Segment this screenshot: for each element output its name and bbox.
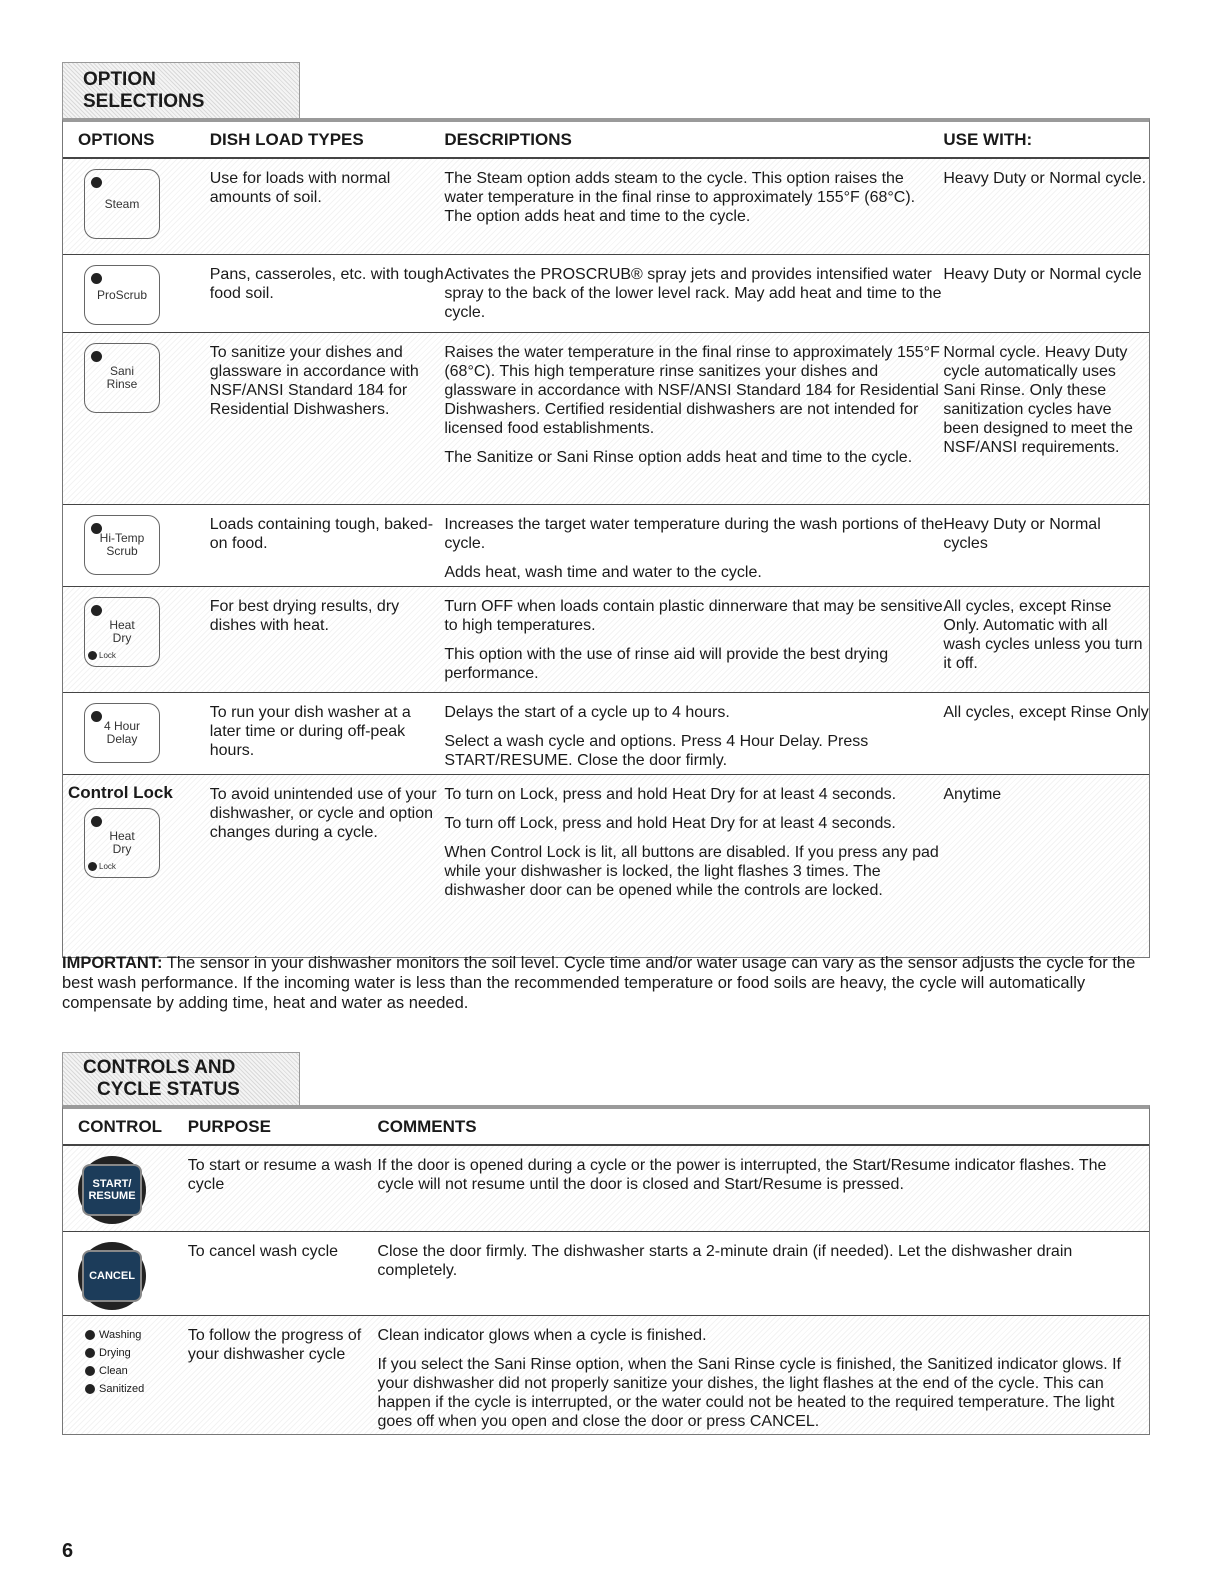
control-lock-title: Control Lock (68, 783, 173, 802)
comments-text: If the door is opened during a cycle or the power is interrupted, the Start/Resume indicator flashes. The cycle will not resume until the door is closed and Start/Resume is pressed. (377, 1157, 1107, 1193)
controls-tab: CONTROLS AND CYCLE STATUS (62, 1052, 300, 1105)
use-with-text: Heavy Duty or Normal cycle (943, 266, 1142, 283)
description-text: Activates the PROSCRUB® spray jets and provides intensified water spray to the back of the lower level rack. May add heat and time to the cycle. (444, 266, 942, 321)
sani-rinse-button-icon: Sani Rinse (84, 343, 160, 413)
cancel-button-icon: CANCEL (78, 1242, 146, 1310)
start-resume-button-icon: START/ RESUME (78, 1156, 146, 1224)
use-with-text: Anytime (943, 786, 1002, 803)
description-text: To turn on Lock, press and hold Heat Dry for at least 4 seconds. To turn off Lock, press and hold Heat Dry for at least 4 seconds. When Control Lock is lit, all buttons are disabled. If you press any pad while your dishwasher is locked, the light flashes 3 times. The dishwasher door can be opened while the controls are locked. (444, 786, 939, 899)
options-table-header (63, 122, 1149, 159)
drying-light-icon (85, 1348, 95, 1358)
clean-light-icon (85, 1366, 95, 1376)
heat-dry-button-icon: Heat Dry Lock (84, 597, 160, 667)
use-with-text: Heavy Duty or Normal cycle. (943, 170, 1147, 187)
lock-indicator-dot-icon (88, 862, 97, 871)
heat-dry-lock-button-icon: Heat Dry Lock (84, 808, 160, 878)
page-number: 6 (62, 1540, 74, 1562)
option-selections-section (62, 62, 1150, 958)
important-note (62, 953, 1152, 1013)
status-lights: Washing Drying Clean Sanitized (85, 1326, 188, 1398)
steam-button-icon: Steam (84, 169, 160, 239)
option-row-control-lock (63, 775, 1149, 957)
header-dish-load-types: DISH LOAD TYPES (209, 130, 364, 149)
purpose-text: To follow the progress of your dishwasher cycle (187, 1327, 362, 1363)
description-text: Increases the target water temperature during the wash portions of the cycle. Adds heat, wash time and water to the cycle. (444, 516, 944, 581)
indicator-dot-icon (91, 177, 102, 188)
purpose-text: To cancel wash cycle (187, 1243, 339, 1260)
dish-load-text: To avoid unintended use of your dishwasher, or cycle and option changes during a cycle. (209, 786, 437, 841)
dish-load-text: Pans, casseroles, etc. with tough food soil. (209, 266, 444, 302)
use-with-text: All cycles, except Rinse Only. Automatic with all wash cycles unless you turn it off. (943, 598, 1143, 672)
option-selections-tab: OPTION SELECTIONS (62, 62, 300, 118)
important-text: The sensor in your dishwasher monitors the soil level. Cycle time and/or water usage can vary as the sensor adjusts the cycle for the best wash performance. If the incoming water is less than the recommended temperature or food soils are heavy, the cycle will automatically compensate by adding time, heat and water as needed. (62, 954, 1136, 1012)
description-text: The Steam option adds steam to the cycle. This option raises the water temperature in the final rinse to approximately 155°F (68°C). The option adds heat and time to the cycle. (444, 170, 916, 225)
option-row-hi-temp-scrub (63, 505, 1149, 587)
dish-load-text: To sanitize your dishes and glassware in accordance with NSF/ANSI Standard 184 for Residential Dishwashers. (209, 344, 419, 418)
option-row-proscrub (63, 255, 1149, 333)
dish-load-text: Use for loads with normal amounts of soil. (209, 170, 391, 206)
header-use-with: USE WITH: (943, 130, 1033, 149)
use-with-text: All cycles, except Rinse Only (943, 704, 1149, 721)
dish-load-text: To run your dish washer at a later time or during off-peak hours. (209, 704, 411, 759)
hi-temp-scrub-button-icon: Hi-Temp Scrub (84, 515, 160, 575)
option-row-heat-dry (63, 587, 1149, 693)
proscrub-button-icon: ProScrub (84, 265, 160, 325)
sanitized-light-icon (85, 1384, 95, 1394)
lock-indicator-dot-icon (88, 651, 97, 660)
control-row-status (63, 1316, 1149, 1434)
purpose-text: To start or resume a wash cycle (187, 1157, 372, 1193)
dish-load-text: For best drying results, dry dishes with heat. (209, 598, 400, 634)
controls-section (62, 1052, 1150, 1435)
options-table (62, 118, 1150, 958)
4-hour-delay-button-icon: 4 Hour Delay (84, 703, 160, 763)
option-row-sani-rinse (63, 333, 1149, 505)
use-with-text: Normal cycle. Heavy Duty cycle automatically uses Sani Rinse. Only these sanitization cycles have been designed to meet the NSF/ANSI requirements. (943, 344, 1133, 456)
header-purpose: PURPOSE (187, 1117, 271, 1136)
important-label: IMPORTANT: (62, 954, 163, 972)
description-text: Delays the start of a cycle up to 4 hours. Select a wash cycle and options. Press 4 Hour Delay. Press START/RESUME. Close the door firmly. (444, 704, 869, 769)
controls-table-header (63, 1109, 1149, 1146)
comments-text: Close the door firmly. The dishwasher starts a 2-minute drain (if needed). Let the dishwasher drain completely. (377, 1243, 1073, 1279)
description-text: Turn OFF when loads contain plastic dinnerware that may be sensitive to high temperatures. This option with the use of rinse aid will provide the best drying performance. (444, 598, 943, 682)
header-control: CONTROL (78, 1117, 163, 1136)
controls-table (62, 1105, 1150, 1435)
control-row-cancel (63, 1232, 1149, 1316)
indicator-dot-icon (91, 816, 102, 827)
indicator-dot-icon (91, 351, 102, 362)
header-descriptions: DESCRIPTIONS (444, 130, 572, 149)
description-text: Raises the water temperature in the final rinse to approximately 155°F (68°C). This high temperature rinse sanitizes your dishes and glassware in accordance with NSF/ANSI Standard 184 for Residential Dishwashers. Certified residential dishwashers are not intended for licensed food establishments. The Sanitize or Sani Rinse option adds heat and time to the cycle. (444, 344, 940, 466)
use-with-text: Heavy Duty or Normal cycles (943, 516, 1101, 552)
indicator-dot-icon (91, 711, 102, 722)
dish-load-text: Loads containing tough, baked-on food. (209, 516, 434, 552)
option-row-4-hour-delay (63, 693, 1149, 775)
indicator-dot-icon (91, 273, 102, 284)
header-comments: COMMENTS (377, 1117, 477, 1136)
control-row-start-resume (63, 1146, 1149, 1232)
indicator-dot-icon (91, 605, 102, 616)
header-options: OPTIONS (78, 130, 155, 149)
indicator-dot-icon (91, 523, 102, 534)
option-row-steam (63, 159, 1149, 255)
washing-light-icon (85, 1330, 95, 1340)
comments-text: Clean indicator glows when a cycle is finished. If you select the Sani Rinse option, when the Sani Rinse cycle is finished, the Sanitized indicator glows. If your dishwasher did not properly sanitize your dishes, the light flashes at the end of the cycle. This can happen if the cycle is interrupted, or the water could not be heated to the required temperature. The light goes off when you open and close the door or press CANCEL. (377, 1327, 1121, 1430)
